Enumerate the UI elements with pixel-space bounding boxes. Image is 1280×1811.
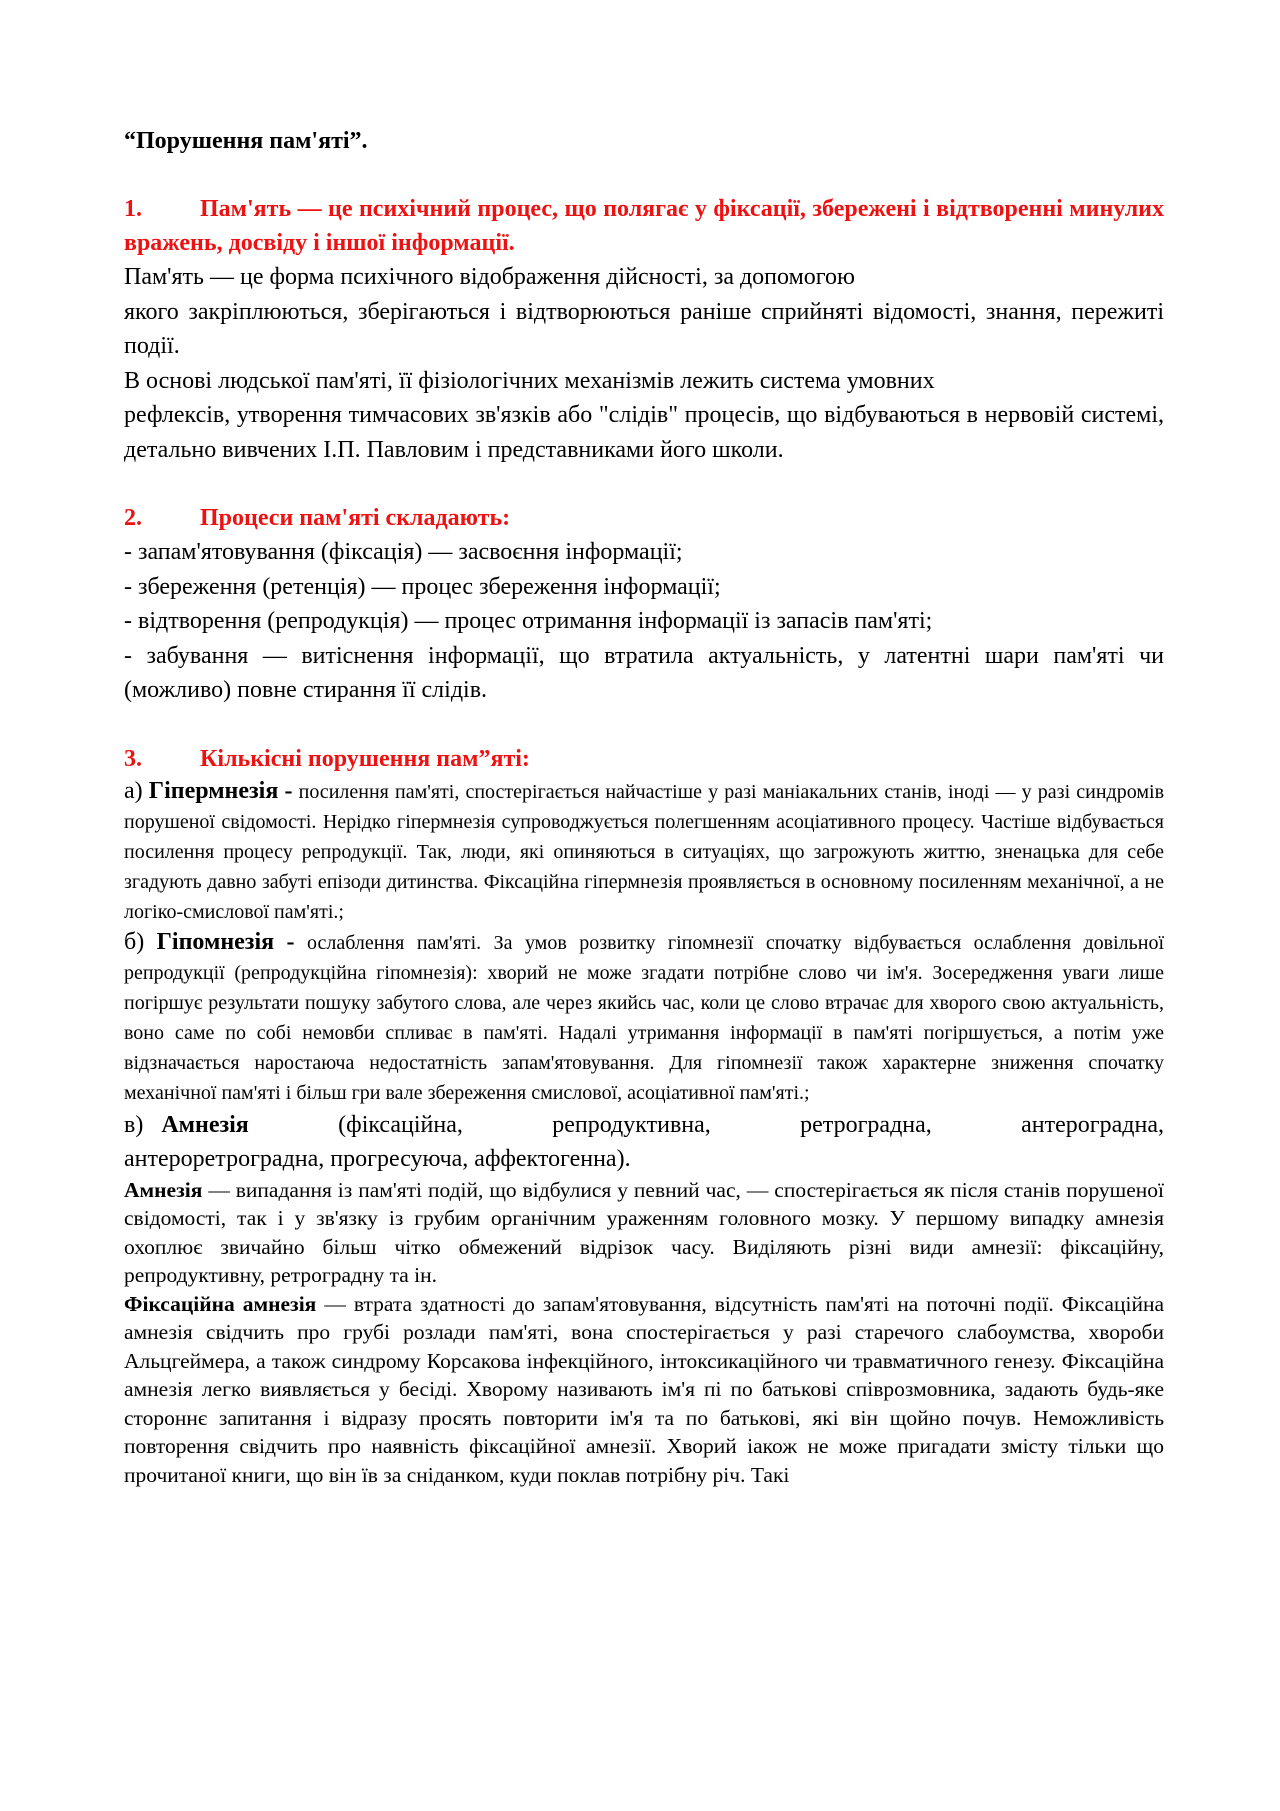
section-3-number: 3. [124, 745, 142, 772]
hypermnesia-dash: - [284, 777, 293, 804]
section-2-heading-text: Процеси пам'яті складають: [200, 505, 511, 531]
fixation-amnesia-definition [124, 1290, 1164, 1490]
amnesia-type: (фіксаційна, [338, 1111, 463, 1138]
hypermnesia-paragraph [124, 776, 1164, 927]
hypermnesia-text: посилення пам'яті, спостерігається найчастіше у разі маніакальних станів, іноді — у разі синдромів порушеної свідомості. Нерідко гіпермнезія супроводжується полегшенням асоціативного процесу. Частіше відбувається посилення процесу репродукції. Так, люди, які опиняються в ситуаціях, що загрожують життю, зненацька для себе згадують давно забуті епізоди дитинства. Фіксаційна гіпермнезія проявляється в основному посиленням механічної, а не логіко-смислової пам'яті.; [124, 780, 1165, 923]
list-item: - запам'ятовування (фіксація) — засвоєння інформації; [124, 539, 683, 565]
list-item: - відтворення (репродукція) — процес отримання інформації із запасів пам'яті; [124, 608, 933, 634]
amnesia-heading-term: Амнезія [161, 1111, 249, 1138]
hypermnesia-term: Гіпермнезія [148, 777, 279, 804]
amnesia-term: Амнезія [124, 1177, 203, 1202]
hypermnesia-prefix: а) [124, 777, 143, 804]
amnesia-definition [124, 1176, 1164, 1290]
amnesia-type: репродуктивна, [552, 1111, 711, 1138]
section-1-number: 1. [124, 196, 142, 222]
section-1-para-1-line-1: Пам'ять — це форма психічного відображення дійсності, за допомогою [124, 264, 855, 290]
section-3-heading-text: Кількісні порушення пам”яті: [200, 745, 530, 772]
list-item: - збереження (ретенція) — процес збереження інформації; [124, 573, 721, 600]
hypomnesia-prefix: б) [124, 928, 145, 955]
document-page [124, 124, 1164, 1489]
amnesia-types-line-2: антероретроградна, прогресуюча, аффектогенна). [124, 1145, 631, 1172]
section-2-heading [124, 501, 1164, 535]
amnesia-type: ретроградна, [800, 1111, 932, 1138]
section-1-heading-text: Пам'ять — це психічний процес, що полягає у фіксації, збережені і відтворенні минулих вражень, досвіду і іншої інформації. [124, 196, 1164, 256]
hypomnesia-dash: - [286, 928, 295, 955]
hypomnesia-text: ослаблення пам'яті. За умов розвитку гіпомнезії спочатку відбувається ослаблення довільної репродукції (репродукційна гіпомнезія): хворий не може згадати потрібне слово чи ім'я. Зосередження уваги лише погіршує результати пошуку забутого слова, але через якийсь час, коли це слово втрачає для хворого свою актуальність, воно саме по собі немовби спливає в пам'яті. Надалі утримання інформації в пам'яті погіршується, а потім уже відзначається наростаюча недостатність запам'ятовування. Для гіпомнезії також характерне зниження спочатку механічної пам'яті і більш гри вале збереження смислової, асоціативної пам'яті.; [124, 931, 1165, 1104]
section-2-number: 2. [124, 505, 142, 531]
fixation-amnesia-term: Фіксаційна амнезія [124, 1291, 317, 1316]
section-1-para-2-line-1: В основі людської пам'яті, її фізіологічних механізмів лежить система умовних [124, 367, 935, 394]
amnesia-types-line-1 [124, 1108, 1164, 1142]
amnesia-type: антероградна, [1021, 1111, 1164, 1138]
section-1-para-1: якого закріплюються, зберігаються і відтворюються раніше сприйняті відомості, знання, пережиті події. [124, 298, 1164, 359]
hypomnesia-term: Гіпомнезія [156, 928, 275, 955]
section-1-heading [124, 192, 1164, 260]
fixation-amnesia-text: — втрата здатності до запам'ятовування, відсутність пам'яті на поточні події. Фіксаційна амнезія свідчить про грубі розлади пам'яті, вона спостерігається у разі старечого слабоумства, хвороби Альцгеймера, а також синдрому Корсакова інфекційного, інтоксикаційного чи травматичного генезу. Фіксаційна амнезія легко виявляється у бесіді. Хворому називають ім'я пі по батькові співрозмовника, задають будь-яке стороннє запитання і відразу просять повторити ім'я та по батькові, які він щойно почув. Неможливість повторення свідчить про наявність фіксаційної амнезії. Хворий іакож не може пригадати змісту тільки що прочитаної книги, що він їв за сніданком, куди поклав потрібну річ. Такі [124, 1291, 1165, 1487]
hypomnesia-paragraph [124, 927, 1164, 1108]
section-1-para-2: рефлексів, утворення тимчасових зв'язків або "слідів" процесів, що відбуваються в нервовій системі, детально вивчених І.П. Павловим і представниками його школи. [124, 402, 1164, 463]
document-title: “Порушення пам'яті”. [124, 128, 368, 154]
amnesia-prefix: в) [124, 1111, 144, 1138]
spacer [124, 708, 1164, 742]
amnesia-text: — випадання із пам'яті подій, що відбулися у певний час, — спостерігається як після станів порушеної свідомості, так і у зв'язку із грубим органічним ураженням головного мозку. У першому випадку амнезія охоплює звичайно більш чітко обмежений відрізок часу. Виділяють різні види амнезії: фіксаційну, репродуктивну, ретроградну та ін. [124, 1177, 1164, 1287]
spacer [124, 467, 1164, 501]
section-3-heading [124, 742, 1164, 776]
list-item: - забування — витіснення інформації, що втратила актуальність, у латентні шари пам'яті чи (можливо) повне стирання її слідів. [124, 642, 1164, 703]
